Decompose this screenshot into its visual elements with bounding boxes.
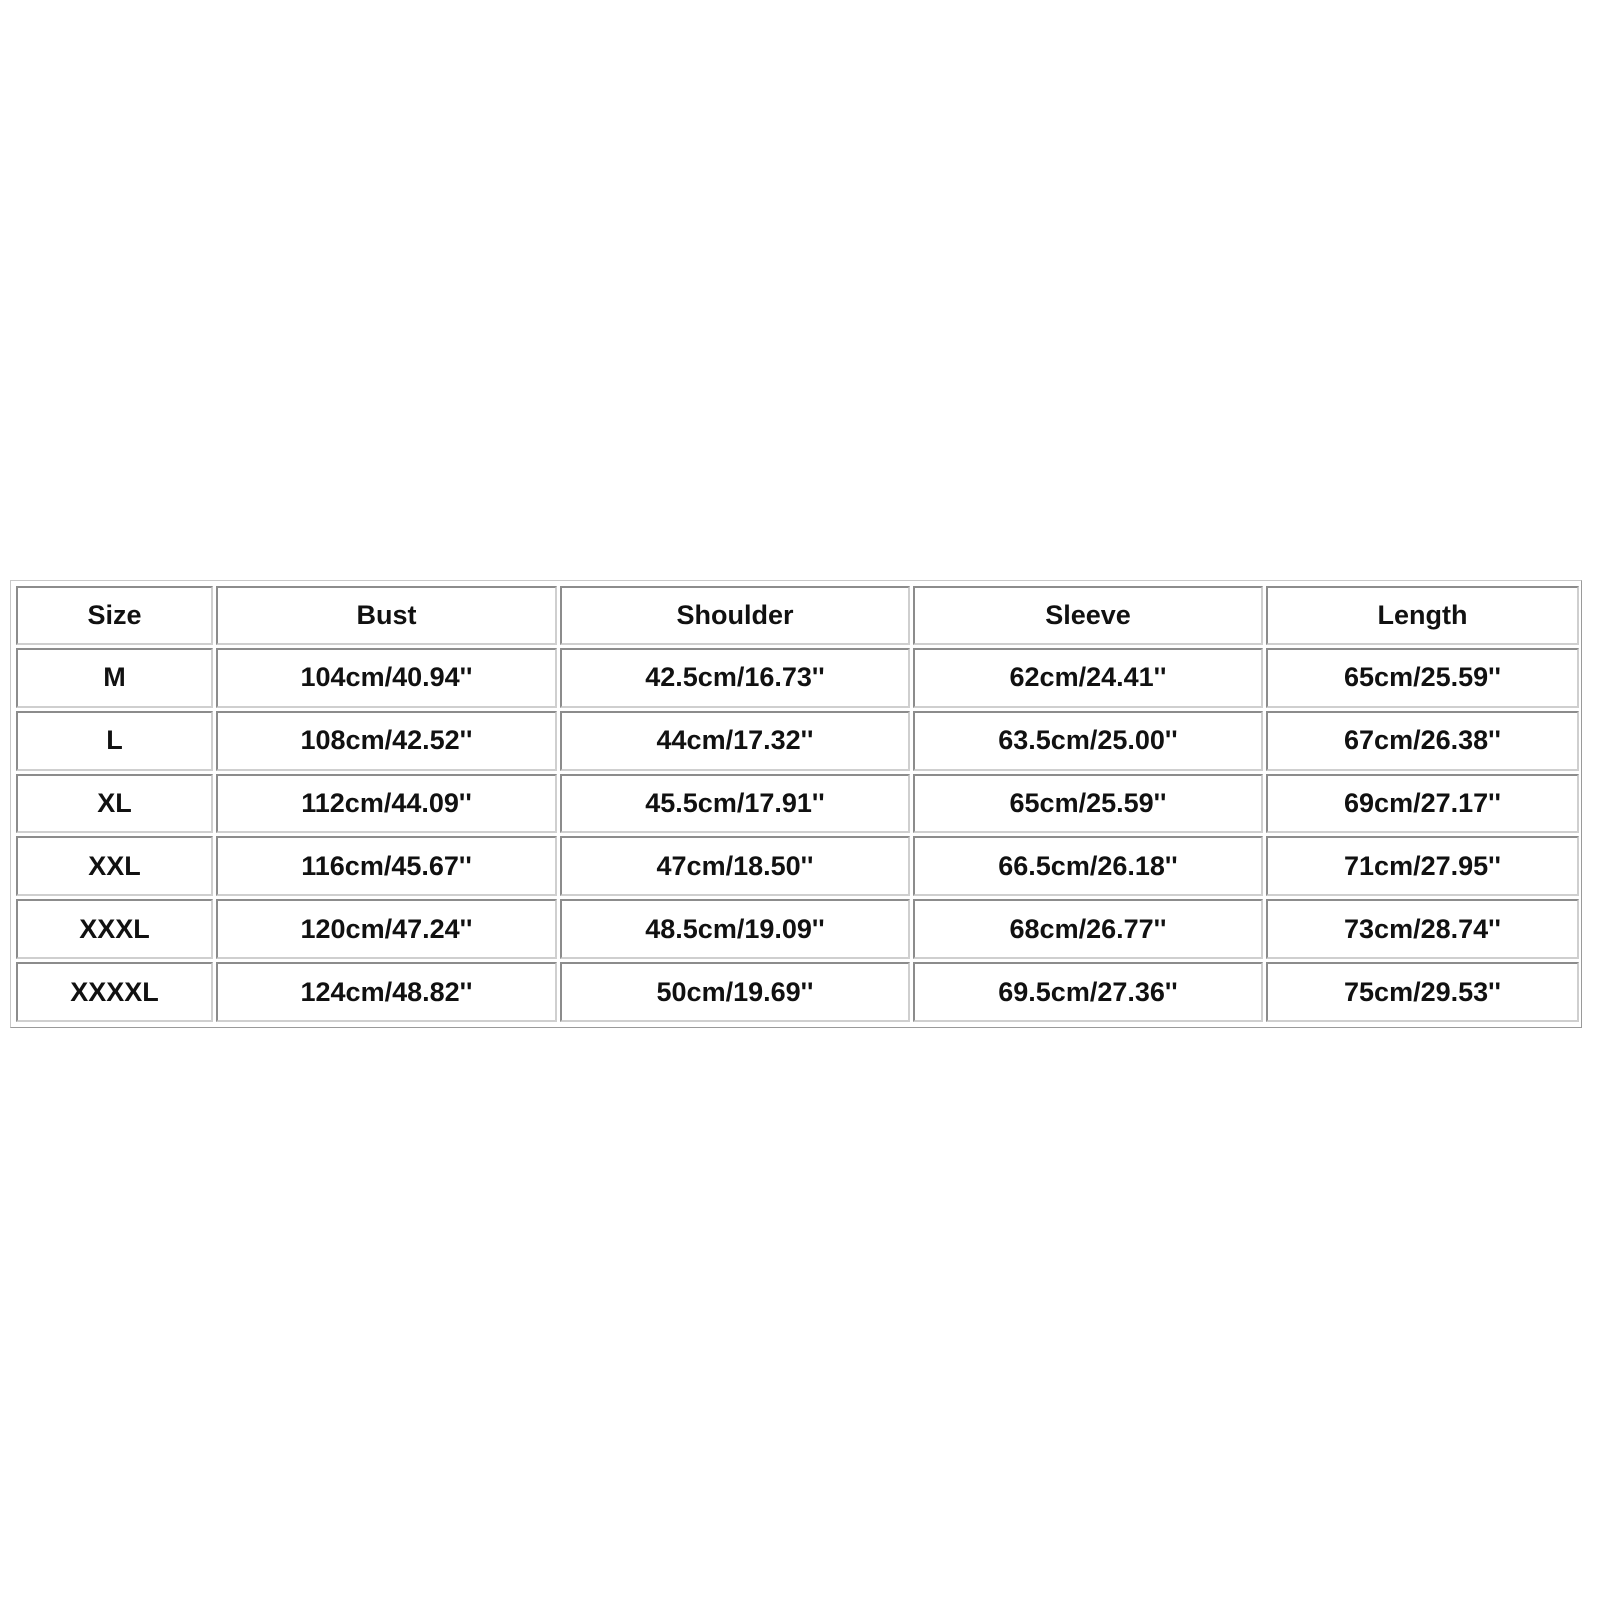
cell-shoulder: 48.5cm/19.09'' [560,899,910,959]
table-row [16,899,1579,959]
cell-size: XL [16,774,213,834]
table-row [16,648,1579,708]
table-row [16,774,1579,834]
cell-sleeve: 62cm/24.41'' [913,648,1263,708]
cell-length: 75cm/29.53'' [1266,962,1579,1022]
cell-size: M [16,648,213,708]
cell-shoulder: 47cm/18.50'' [560,836,910,896]
cell-length: 67cm/26.38'' [1266,711,1579,771]
size-chart-table [13,583,1582,1025]
cell-sleeve: 65cm/25.59'' [913,774,1263,834]
cell-length: 71cm/27.95'' [1266,836,1579,896]
cell-length: 73cm/28.74'' [1266,899,1579,959]
header-size: Size [16,586,213,645]
header-shoulder: Shoulder [560,586,910,645]
cell-length: 69cm/27.17'' [1266,774,1579,834]
cell-bust: 108cm/42.52'' [216,711,557,771]
cell-bust: 116cm/45.67'' [216,836,557,896]
cell-size: XXXXL [16,962,213,1022]
cell-shoulder: 44cm/17.32'' [560,711,910,771]
cell-size: XXL [16,836,213,896]
header-sleeve: Sleeve [913,586,1263,645]
cell-sleeve: 63.5cm/25.00'' [913,711,1263,771]
cell-bust: 124cm/48.82'' [216,962,557,1022]
table-row [16,962,1579,1022]
table-row [16,836,1579,896]
cell-sleeve: 69.5cm/27.36'' [913,962,1263,1022]
cell-bust: 120cm/47.24'' [216,899,557,959]
table-row [16,711,1579,771]
cell-shoulder: 50cm/19.69'' [560,962,910,1022]
cell-bust: 104cm/40.94'' [216,648,557,708]
cell-size: L [16,711,213,771]
cell-sleeve: 66.5cm/26.18'' [913,836,1263,896]
cell-length: 65cm/25.59'' [1266,648,1579,708]
cell-shoulder: 42.5cm/16.73'' [560,648,910,708]
cell-bust: 112cm/44.09'' [216,774,557,834]
header-bust: Bust [216,586,557,645]
cell-shoulder: 45.5cm/17.91'' [560,774,910,834]
header-row [16,586,1579,645]
cell-size: XXXL [16,899,213,959]
size-chart-container [10,580,1582,1028]
cell-sleeve: 68cm/26.77'' [913,899,1263,959]
header-length: Length [1266,586,1579,645]
